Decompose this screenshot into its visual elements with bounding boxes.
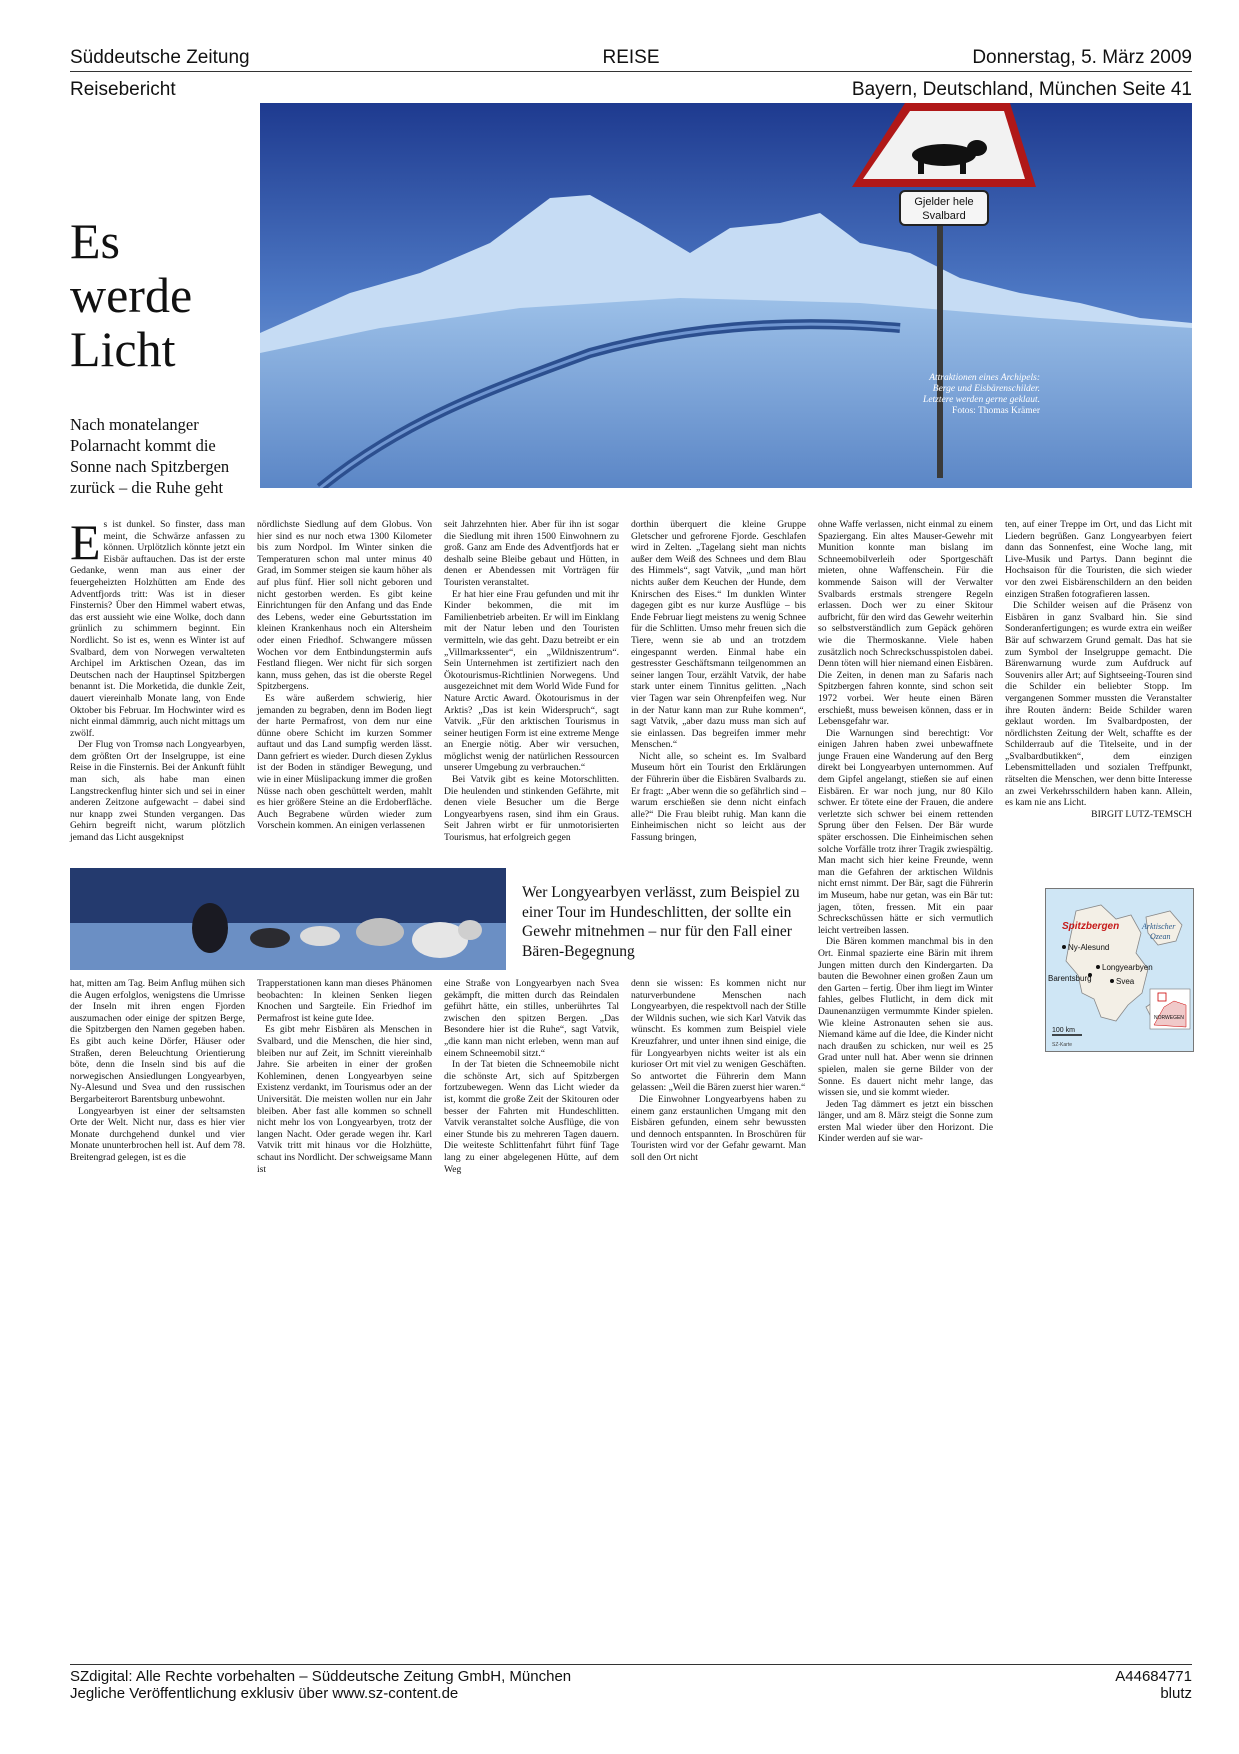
drop-cap: E: [70, 514, 101, 570]
headline-line-1: Es: [70, 213, 120, 269]
map-label-longyearbyen: Longyearbyen: [1102, 963, 1153, 972]
section-name: REISE: [602, 47, 660, 68]
photo-credit: Fotos: Thomas Krämer: [952, 406, 1040, 416]
headline: [70, 214, 240, 376]
map-label-ny-alesund: Ny-Alesund: [1068, 943, 1110, 952]
column-6-paragraph-2: Die Schilder weisen auf die Präsenz von Eisbären in ganz Svalbard hin. Sie sind Sonderanfertigungen; es wurde extra ein weißer Bär auf schwarzem Grund gemalt. Das hat sie zum Symbol der Inselgruppe gemacht. Die Bärenwarnung wurde zum Aufdruck auf Souvenirs aller Art; auf Sightseeing-Touren sind die Schilder ein beliebter Stopp. Im vergangenen Sommer mussten die Veranstalter ihre Routen ändern: Beide Schilder waren geklaut worden. Im Svalbardposten, der nördlichsten Zeitung der Welt, schaffte es der Schilderraub auf die Titelseite, und in der „Svalbardbutikken“, dem einzigen Lebensmittelladen und sozialen Treffpunkt, rätselten die Menschen, wer denn bitte Interesse an zwei Verkehrsschildern haben kann. Allein, es kam nie ans Licht.: [1005, 600, 1192, 809]
article-column-4-lower: [631, 978, 806, 1298]
footer-rule: [70, 1664, 1192, 1665]
lower-column-2-paragraph-2: Es gibt mehr Eisbären als Menschen in Svalbard, und die Menschen, die hier sind, bleiben nur auf Zeit, im Schnitt viereinhalb Jahre. Sie arbeiten in einer der großen Kohleminen, denen Longyearbyen seine Existenz verdankt, im Tourismus oder an der Universität. Die meisten wollen nur ein Jahr bleiben. Aber fast alle kommen so schnell nicht mehr los von Longyearbyen, trotz der langen Nacht. Oder gerade wegen ihr. Karl Vatvik tritt mit hinaus vor die Holzhütte, schaut ins Nordlicht. Der schweigsame Mann ist: [257, 1024, 432, 1175]
polar-landscape-image: [260, 103, 1192, 488]
map-label-ocean-2: Ozean: [1150, 932, 1171, 941]
article-column-1-lower: [70, 978, 245, 1298]
article-column-6: [1005, 519, 1192, 879]
author-byline: BIRGIT LUTZ-TEMSCH: [1091, 808, 1192, 820]
footer-right: [1115, 1668, 1192, 1702]
article-column-2: [257, 519, 432, 859]
photo-caption-text: Attraktionen eines Archipels: Berge und Eisbärenschilder. Letztere werden gerne geklaut.: [923, 373, 1040, 405]
article-column-3: [444, 519, 619, 859]
sign-text-2: Svalbard: [922, 210, 966, 222]
column-1-paragraph-2: Der Flug von Tromsø nach Longyearbyen, dem größten Ort der Inselgruppe, ist eine Reise in die Finsternis. Bei der Ankunft fühlt man sich, als habe man einen Langstreckenflug hinter sich und sei in einer anderen Zeitzone aufgewacht – dabei sind nur knapp zwei Stunden vergangen. Das Gehirn begreift nicht, warum plötzlich jemand das Licht ausgeknipst: [70, 739, 245, 844]
main-photo: [260, 103, 1192, 488]
newspaper-name: Süddeutsche Zeitung: [70, 47, 250, 68]
column-5-paragraph-4: Jeden Tag dämmert es jetzt ein bisschen länger, und am 8. März steigt die Sonne zum ersten Mal wieder über den Horizont. Die Kinder werden auf sie war-: [818, 1098, 993, 1145]
issue-date: Donnerstag, 5. März 2009: [972, 47, 1192, 68]
lower-column-3-paragraph-1: eine Straße von Longyearbyen nach Svea gekämpft, die mitten durch das Reindalen geführt hätte, ein stilles, unberührtes Tal zwischen den spitzen Bergen. „Das Besondere hier ist die Ruhe“, sagt Vatvik, „die kann man nicht erleben, wenn man auf einem Schneemobil sitzt.“: [444, 978, 619, 1059]
footer-rights: SZdigital: Alle Rechte vorbehalten – Süddeutsche Zeitung GmbH, München: [70, 1668, 572, 1685]
sign-text-1: Gjelder hele: [914, 196, 974, 208]
map-label-svea: Svea: [1116, 977, 1135, 986]
footer-id: A44684771: [1115, 1668, 1192, 1685]
lower-column-3-paragraph-2: In der Tat bieten die Schneemobile nicht die schönste Art, sich auf Spitzbergen fortzubewegen. Wenn das Licht wieder da ist, kommt die große Zeit der Skitouren oder besser der Fahrten mit Hundeschlitten. Vatvik veranstaltet solche Ausflüge, die von einer Stunde bis zu mehreren Tagen dauern. Die weiteste Schlittenfahrt führt fünf Tage lang zu einer abgelegenen Hütte, auf dem Weg: [444, 1059, 619, 1175]
article-column-2-lower: [257, 978, 432, 1298]
lower-column-4-paragraph-1: denn sie wissen: Es kommen nicht nur naturverbundene Menschen nach Longyearbyen, die respektvoll nach der Stille der Wildnis suchen, wie sich Karl Vatvik das wünscht. Es kommen zum Beispiel viele Kreuzfahrer, und unter ihnen sind einige, die für Longyearbyen nichts weiter ist als ein kurioser Ort mit viel zu wenigen Geschäften. So antwortet die Führerin dem Mann gelassen: „Weil die Bären zuerst hier waren.“: [631, 978, 806, 1094]
column-5-paragraph-3: Die Bären kommen manchmal bis in den Ort. Einmal spazierte eine Bärin mit ihrem Jungen mitten durch den Kindergarten. Da bauten die Bewohner einen großen Zaun um den Garten – fertig. Über ihm liegt im Winter fahles, gelbes Flutlicht, in dem dick mit Daunenanzügen vermummte Kinder spielen. Wie kleine Astronauten sehen sie aus. Niemand käme auf die Idee, die Kinder nicht nach draußen zu schicken, nur weil es 25 Grad unter null hat. Aber wenn sie drinnen spielen, malen sie gerne Bilder von der Sonne. Es dauert nicht mehr lange, das wissen sie, und sie kommt wieder.: [818, 936, 993, 1099]
header-rule: [70, 71, 1192, 72]
headline-line-3: Licht: [70, 321, 176, 377]
pull-quote: Wer Longyearbyen verlässt, zum Beispiel zu einer Tour im Hundeschlitten, der sollte ein Gewehr mitnehmen – nur für den Fall einer Bären-Begegnung: [522, 884, 800, 960]
dog-sled-image: [70, 868, 506, 970]
photo-caption: [910, 373, 1040, 417]
column-3-paragraph-1: seit Jahrzehnten hier. Aber für ihn ist sogar die Siedlung mit ihren 1500 Einwohnern zu groß. Ganz am Ende des Adventfjords hat er deshalb seine Bleibe gebaut und Hütten, in denen er Abendessen mit Vorträgen für Touristen veranstaltet.: [444, 519, 619, 588]
map-label-ocean-1: Arktischer: [1142, 922, 1176, 931]
lower-column-4-paragraph-2: Die Einwohner Longyearbyens haben zu einem ganz erstaunlichen Umgang mit den Eisbären gefunden, einem sehr bewussten und dennoch entspannten. In Broschüren für Touristen wird vor der Gefahr gewarnt. Man soll den Ort nicht: [631, 1093, 806, 1163]
column-3-paragraph-3: Bei Vatvik gibt es keine Motorschlitten. Die heulenden und stinkenden Gefährte, mit denen viele Besucher um die Berge Longyearbyens rasen, sind ihm ein Graus. Seit Jahren wirbt er für unmotorisierten Tourismus, hat erfolgreich gegen: [444, 774, 619, 844]
column-4-paragraph-1: dorthin überquert die kleine Gruppe Gletscher und gefrorene Fjorde. Geschlafen wird in Zelten. „Tagelang sieht man nichts außer dem Weiß des Schnees und dem Blau des Himmels“, sagt Vatvik, „und man hört nichts außer dem Keuchen der Hunde, dem Knirschen des Eises.“ Im dunklen Winter dagegen gibt es nur kurze Ausflüge – bis Ende Februar liegt meistens zu wenig Schnee für die Schlitten. Umso mehr freuen sich die Tiere, wenn sie ab und an trotzdem eingespannt werden. Einmal habe ein gestresster Geschäftsmann teilgenommen an seiner langen Tour, erzählt Vatvik, der habe stark unter einem Tinnitus gelitten. „Nach vier Tagen war sein Ohrenpfeifen weg. Nur in der Natur kann man zur Ruhe kommen“, sagt Vatvik, „aber dazu muss man sich auf sie einlassen. Das begreifen immer mehr Menschen.“: [631, 519, 806, 751]
column-2-paragraph-1: nördlichste Siedlung auf dem Globus. Von hier sind es nur noch etwa 1300 Kilometer bis zum Nordpol. Im Winter sinken die Temperaturen schon mal unter minus 40 Grad, im Sommer steigen sie kaum höher als auf plus fünf. Hier soll nicht geboren und nicht gestorben werden. Es gibt keine Einrichtungen für den Anfang und das Ende des Lebens, weder eine Geburtsstation im kleinen Krankenhaus noch ein Altersheim oder einen Friedhof. Schwangere müssen Wochen vor dem Entbindungstermin aufs Festland fliegen. Wer nicht für sich sorgen kann, muss gehen, das ist die oberste Regel Spitzbergens.: [257, 519, 432, 693]
column-5-paragraph-1: ohne Waffe verlassen, nicht einmal zu einem Spaziergang. Ein altes Mauser-Gewehr mit Munition konnte man bislang im Schneemobilverleih oder Sportgeschäft mieten, ohne Waffenschein. Für die kommende Saison will der Verwalter Svalbards erstmals strengere Regeln erlassen. Doch wer zu einer Skitour aufbricht, für den wird das Gewehr weiterhin so selbstverständlich zum Gepäck gehören wie die Thermoskanne. Viele haben zusätzlich noch Schreckschusspistolen dabei. Denn töten will hier niemand einen Eisbären. Die Zeiten, in denen man zu Safaris nach Spitzbergen fahren konnte, sind schon seit 1972 vorbei. Wer heute einen Bären erschießt, muss beweisen können, dass er in Lebensgefahr war.: [818, 519, 993, 728]
edition-page: Bayern, Deutschland, München Seite 41: [851, 79, 1192, 100]
map-label-spitzbergen: Spitzbergen: [1062, 921, 1120, 932]
rubric: Reisebericht: [70, 79, 176, 100]
map-label-barentsburg: Barentsburg: [1048, 974, 1092, 983]
map-scale: 100 km: [1052, 1027, 1075, 1034]
dog-sled-photo: [70, 868, 506, 970]
column-6-paragraph-1: ten, auf einer Treppe im Ort, und das Licht mit Liedern begrüßen. Ganz Longyearbyen feiert dann das Sonnenfest, eine Woche lang, mit Live-Musik und Partys. Dann beginnt die Hochsaison für die Touristen, die sich wieder vor den zwei Eisbärenschildern an den beiden einzigen Straßen fotografieren lassen.: [1005, 519, 1192, 600]
lower-column-1-paragraph-1: hat, mitten am Tag. Beim Anflug mühen sich die Augen erfolglos, wenigstens die Umrisse der Inseln mit ihren engen Fjorden auszumachen oder einige der spitzen Berge, die Spitzbergen den Namen gegeben haben. Es gibt auch keine Dörfer, Häuser oder Straßen, deren Beleuchtung Orientierung böte, denn die Inseln sind bis auf die norwegischen Ansiedlungen Longyearbyen, Ny-Alesund und Svea und den russischen Bergarbeiterort Barentsburg unbewohnt.: [70, 978, 245, 1105]
lower-column-2-paragraph-1: Trapperstationen kann man dieses Phänomen beobachten: In kleinen Senken liegen Knochen und Sargteile. Ein Friedhof im Permafrost ist keine gute Idee.: [257, 978, 432, 1024]
headline-line-2: werde: [70, 267, 193, 323]
article-column-3-lower: [444, 978, 619, 1298]
map-label-norwegen: NORWEGEN: [1154, 1015, 1184, 1021]
article-column-5: [818, 519, 993, 1294]
lower-column-1-paragraph-2: Longyearbyen ist einer der seltsamsten Orte der Welt. Nicht nur, dass es hier vier Monate durchgehend dunkel und vier Monate ununterbrochen hell ist. Auf dem 78. Breitengrad gelegen, ist es die: [70, 1105, 245, 1163]
column-4-paragraph-2: Nicht alle, so scheint es. Im Svalbard Museum hört ein Tourist den Erklärungen der Führerin über die Eisbären Svalbards zu. Er fragt: „Aber wenn die so gefährlich sind – warum erschießen sie denn nicht einfach alle?“ Die Frau bleibt ruhig. Man kann die Einheimischen nicht so leicht aus der Fassung bringen,: [631, 750, 806, 844]
subheadline: Nach monatelanger Polarnacht kommt die Sonne nach Spitzbergen zurück – die Ruhe geht: [70, 415, 230, 497]
article-column-1: [70, 514, 245, 859]
column-2-paragraph-2: Es wäre außerdem schwierig, hier jemanden zu begraben, denn im Boden liegt der harte Permafrost, von dem nur eine dünne obere Schicht im kurzen Sommer auftaut und das Land sumpfig werden lässt. Dann gefriert es wieder. Durch diesen Zyklus ist der Boden in ständiger Bewegung, und wie in einer Müslipackung immer die großen Nüsse nach oben geschüttelt werden, mahlt es hier größere Steine an die Erdoberfläche. Auch Begrabene würden wieder zum Vorschein kommen. An einigen verlassenen: [257, 692, 432, 832]
footer-code: blutz: [1160, 1685, 1192, 1702]
map-inset: [1150, 989, 1190, 1029]
footer-left: [70, 1668, 571, 1702]
column-3-paragraph-2: Er hat hier eine Frau gefunden und mit ihr Kinder bekommen, die mit im Familienbetrieb arbeiten. Er will im Einklang mit der Natur leben und den Touristen vermitteln, wie das geht. Dazu betreibt er ein „Villmarkssenter“, ein „Wildniszentrum“. Sein Unternehmen ist zertifiziert nach den Ökotourismus-Richtlinien Norwegens. Und ausgezeichnet mit dem World Wide Fund for Nature Arctic Award. Ökotourismus in der Arktis? „Das ist kein Widerspruch“, sagt Vatvik. „Für den arktischen Tourismus in seiner heutigen Form ist eine extreme Menge an Energie nötig. Aber wir versuchen, möglichst wenig der natürlichen Ressourcen unserer Umgebung zu verbrauchen.“: [444, 588, 619, 774]
article-column-4: [631, 519, 806, 859]
column-5-paragraph-2: Die Warnungen sind berechtigt: Vor einigen Jahren haben zwei unbewaffnete junge Frauen eine Wanderung auf den Berg direkt bei Longyearbyen unternommen. Auf dem Gipfel angelangt, stießen sie auf einen Eisbären. Er war noch jung, nur 80 Kilo schwer. Er tötete eine der Frauen, die andere verletzte sich schwer bei einem rettenden Sprung über den Felsen. Der Bär wurde später erschossen. Die Einheimischen sehen solche Vorfälle trotz ihrer Tragik zwiespältig. Man macht sich hier keine Freunde, wenn man die Gefahren der arktischen Wildnis nicht ernst nimmt. Der Bär, sagt die Führerin im Museum, habe nur getan, was ein Bär tut: jagen, töten, fressen. Mit ein paar Schreckschüssen hätte er sich vermutlich leicht vertreiben lassen.: [818, 727, 993, 936]
locator-map: [1045, 888, 1194, 1052]
footer-publication: Jegliche Veröffentlichung exklusiv über www.sz-content.de: [70, 1685, 459, 1702]
svalbard-map: [1046, 889, 1193, 1051]
column-1-paragraph-1: Es ist dunkel. So finster, dass man meint, die Schwärze anfassen zu können. Urplötzlich könnte jetzt ein Eisbär auftauchen. Das ist der erste Gedanke, wenn man aus einer der feuergeheizten Holzhütten am Ende des Adventfjords tritt: Was ist in dieser Finsternis? Über den Himmel wabert etwas, das erst aussieht wie eine Wolke, doch dann grünlich zu schimmern beginnt. Ein Nordlicht. So ist es, wenn es Winter ist auf Svalbard, dem von Norwegen verwalteten Archipel im Arktischen Ozean, das im Deutschen nach der Hauptinsel Spitzbergen benannt ist. Die Morketida, die dunkle Zeit, dauert viereinhalb Monate lang, von Ende Oktober bis Februar. Im Hochwinter wird es nicht einmal dämmrig, auch nicht mittags um zwölf.: [70, 514, 245, 739]
map-credit: SZ-Karte: [1052, 1042, 1073, 1048]
